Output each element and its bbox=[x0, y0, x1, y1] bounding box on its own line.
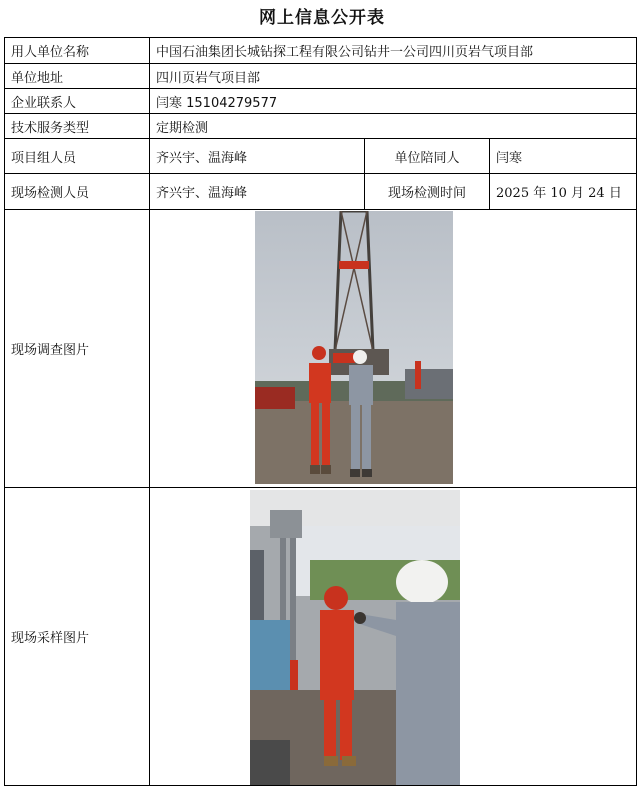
inspectors-value: 齐兴宇、温海峰 bbox=[150, 174, 365, 210]
employer-value: 中国石油集团长城钻探工程有限公司钻井一公司四川页岩气项目部 bbox=[150, 38, 637, 64]
table-row bbox=[5, 210, 637, 488]
escort-value: 闫寒 bbox=[490, 139, 637, 174]
address-label: 单位地址 bbox=[5, 64, 150, 89]
team-label: 项目组人员 bbox=[5, 139, 150, 174]
page-title: 网上信息公开表 bbox=[259, 8, 385, 28]
table-row bbox=[5, 488, 637, 786]
contact-value: 闫寒 15104279577 bbox=[150, 89, 637, 114]
inspect-time-value: 2025 年 10 月 24 日 bbox=[490, 174, 637, 210]
employer-label: 用人单位名称 bbox=[5, 38, 150, 64]
inspect-time-label: 现场检测时间 bbox=[365, 174, 490, 210]
info-table bbox=[4, 37, 637, 786]
service-label: 技术服务类型 bbox=[5, 114, 150, 139]
sampling-photo bbox=[250, 490, 460, 786]
table-row bbox=[5, 174, 637, 210]
escort-label: 单位陪同人 bbox=[365, 139, 490, 174]
table-row bbox=[5, 38, 637, 64]
inspectors-label: 现场检测人员 bbox=[5, 174, 150, 210]
table-row bbox=[5, 89, 637, 114]
survey-photo-cell bbox=[150, 210, 637, 488]
survey-photo bbox=[255, 211, 453, 484]
service-value: 定期检测 bbox=[150, 114, 637, 139]
table-row bbox=[5, 114, 637, 139]
contact-label: 企业联系人 bbox=[5, 89, 150, 114]
table-row bbox=[5, 64, 637, 89]
address-value: 四川页岩气项目部 bbox=[150, 64, 637, 89]
team-value: 齐兴宇、温海峰 bbox=[150, 139, 365, 174]
sampling-photo-label: 现场采样图片 bbox=[5, 488, 150, 786]
sampling-photo-cell bbox=[150, 488, 637, 786]
survey-photo-label: 现场调查图片 bbox=[5, 210, 150, 488]
table-row bbox=[5, 139, 637, 174]
